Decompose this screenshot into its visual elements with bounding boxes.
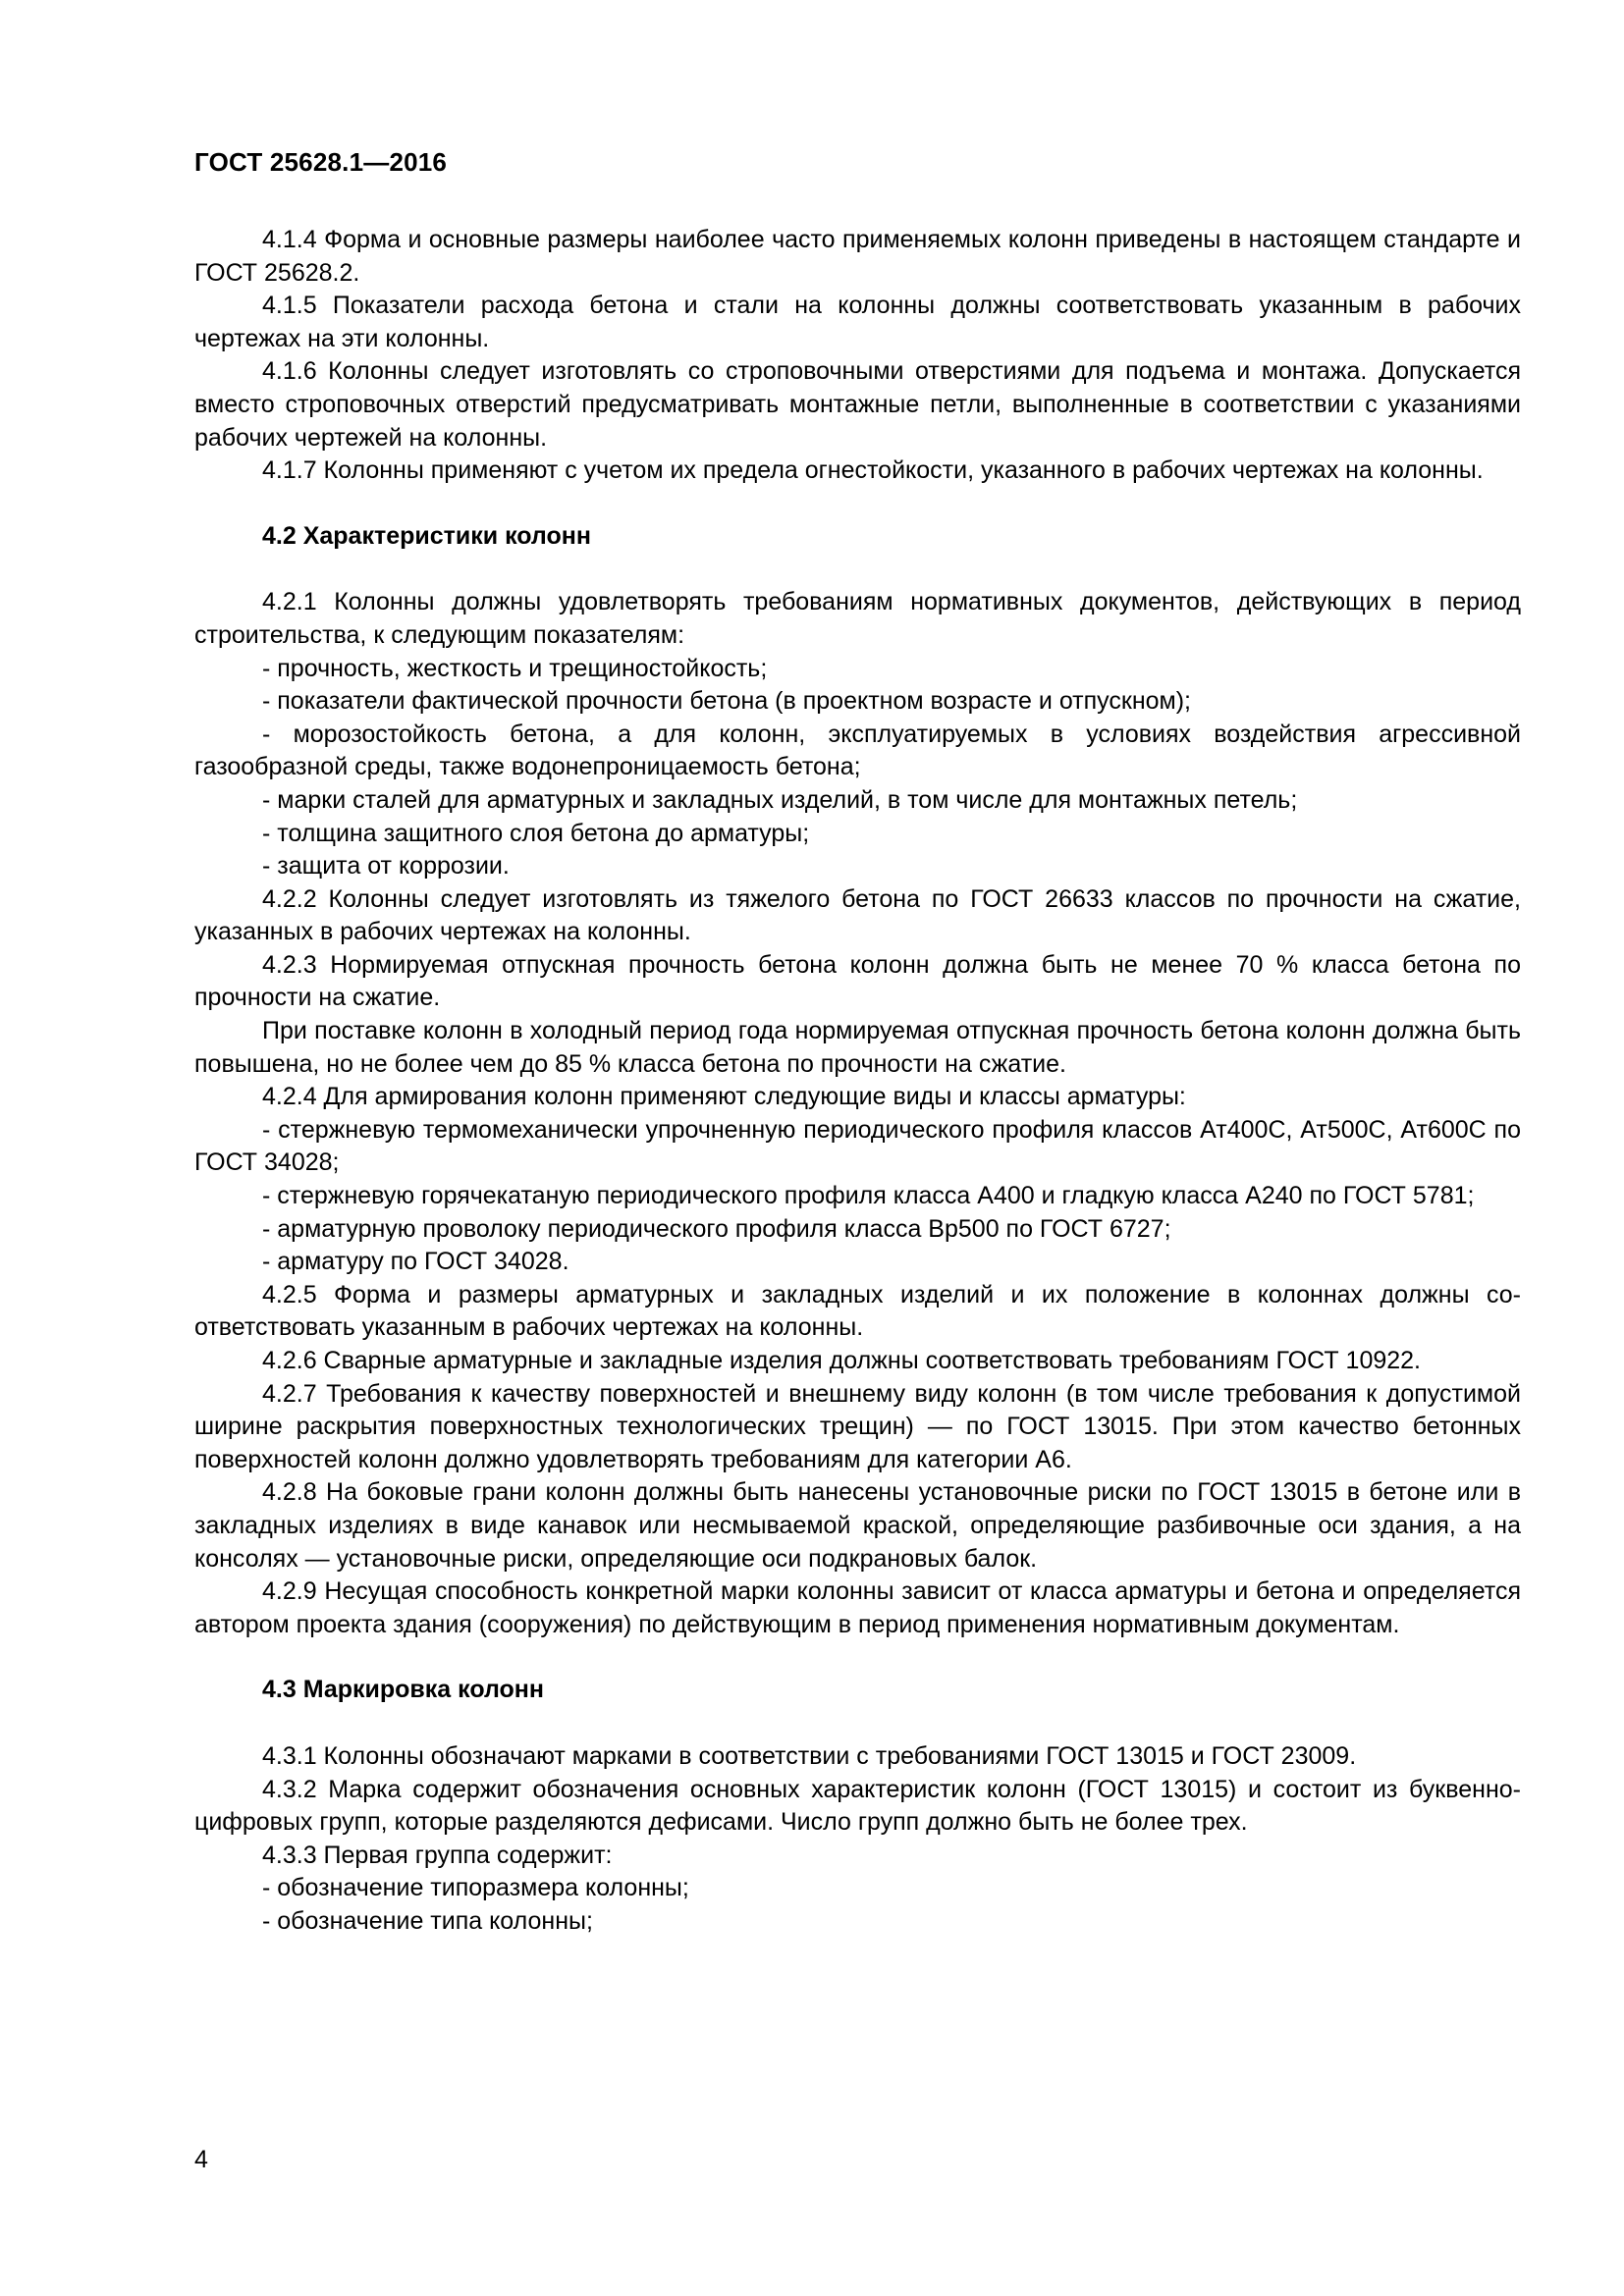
paragraph: 4.1.5 Показатели расхода бетона и стали на колонны должны соответствовать указанным в рабочих чертежах на эти колонны. [194,292,1521,352]
paragraph: При поставке колонн в холодный период года нормируемая отпускная прочность бетона колонн должна быть повышена, но не более чем до 85 % класса бетона по прочности на сжатие. [194,1017,1521,1078]
list-item: - стержневую горячекатаную периодического профиля класса А400 и гладкую класса А240 по ГОСТ 5781; [262,1182,1475,1210]
document-header-title: ГОСТ 25628.1—2016 [194,147,448,177]
page-number: 4 [194,2146,208,2173]
paragraph: 4.2.9 Несущая способность конкретной марки колонны зависит от класса арматуры и бетона и определяется автором проекта здания (сооружения) по действующим в период применения нормативным документам. [194,1577,1521,1638]
paragraph: 4.1.6 Колонны следует изготовлять со строповочными отверстиями для подъема и монтажа. Допускается вместо строповочных отверстий предусматривать монтажные петли, выполненные в соответствии с указаниями рабочих чертежей на колонны. [194,357,1521,452]
paragraph: 4.3.3 Первая группа содержит: [262,1841,613,1869]
list-item: - арматурную проволоку периодического профиля класса Вр500 по ГОСТ 6727; [262,1214,1171,1243]
paragraph: 4.2.3 Нормируемая отпускная прочность бетона колонн должна быть не менее 70 % класса бетона по прочности на сжатие. [194,950,1521,1012]
list-item: - обозначение типа колонны; [262,1906,593,1935]
list-item: - стержневую термомеханически упрочненную периодического профиля классов Ат400С, Ат500С, Ат600С по ГОСТ 34028; [194,1115,1521,1177]
paragraph: 4.2.5 Форма и размеры арматурных и закладных изделий и их положение в колоннах должны соответствовать указанным в рабочих чертежах на колонны. [194,1280,1521,1342]
paragraph: 4.1.4 Форма и основные размеры наиболее часто применяемых колонн приведены в настоящем стандарте и ГОСТ 25628.2. [194,226,1521,287]
list-item: - показатели фактической прочности бетона (в проектном возрасте и отпускном); [262,687,1191,716]
paragraph: 4.2.6 Сварные арматурные и закладные изделия должны соответствовать требованиям ГОСТ 10922. [262,1347,1422,1374]
paragraph: 4.2.1 Колонны должны удовлетворять требованиям нормативных документов, действующих в период строительства, к следующим показателям: [194,588,1521,649]
paragraph: 4.3.1 Колонны обозначают марками в соответствии с требованиями ГОСТ 13015 и ГОСТ 23009. [262,1741,1357,1770]
paragraph: 4.2.4 Для армирования колонн применяют следующие виды и классы арматуры: [262,1083,1186,1111]
list-item: - защита от коррозии. [262,852,510,881]
paragraph: 4.2.2 Колонны следует изготовлять из тяжелого бетона по ГОСТ 26633 классов по прочности на сжатие, указанных в рабочих чертежах на колонны. [194,884,1521,946]
document-body [194,224,1521,1939]
paragraph: 4.3.2 Марка содержит обозначения основных характеристик колонн (ГОСТ 13015) и состоит из буквенно-цифровых групп, которые разделяются дефисами. Число групп должно быть не более трех. [194,1775,1521,1837]
section-heading: 4.3 Маркировка колонн [262,1676,545,1704]
section-heading: 4.2 Характеристики колонн [262,521,591,550]
list-item: - прочность, жесткость и трещиностойкость; [262,654,768,682]
list-item: - обозначение типоразмера колонны; [262,1874,689,1902]
paragraph: 4.1.7 Колонны применяют с учетом их предела огнестойкости, указанного в рабочих чертежах на колонны. [262,456,1484,485]
list-item: - толщина защитного слоя бетона до арматуры; [262,819,810,847]
list-item: - морозостойкость бетона, а для колонн, эксплуатируемых в условиях воздействия агрессивной газообразной среды, также водонепроницаемость бетона; [194,720,1521,781]
list-item: - марки сталей для арматурных и закладных изделий, в том числе для монтажных петель; [262,785,1298,814]
paragraph: 4.2.7 Требования к качеству поверхностей и внешнему виду колонн (в том числе требования к допустимой ширине раскрытия поверхностных технологических трещин) — по ГОСТ 13015. При этом качество бетонных поверхностей колонн должно удовлетворять требованиям для категории А6. [194,1379,1521,1473]
list-item: - арматуру по ГОСТ 34028. [262,1248,569,1276]
paragraph: 4.2.8 На боковые грани колонн должны быть нанесены установочные риски по ГОСТ 13015 в бетоне или в закладных изделиях в виде канавок или несмываемой краской, определяющие разбивочные оси здания, а на консолях — установочные риски, определяющие оси подкрановых балок. [194,1478,1521,1573]
